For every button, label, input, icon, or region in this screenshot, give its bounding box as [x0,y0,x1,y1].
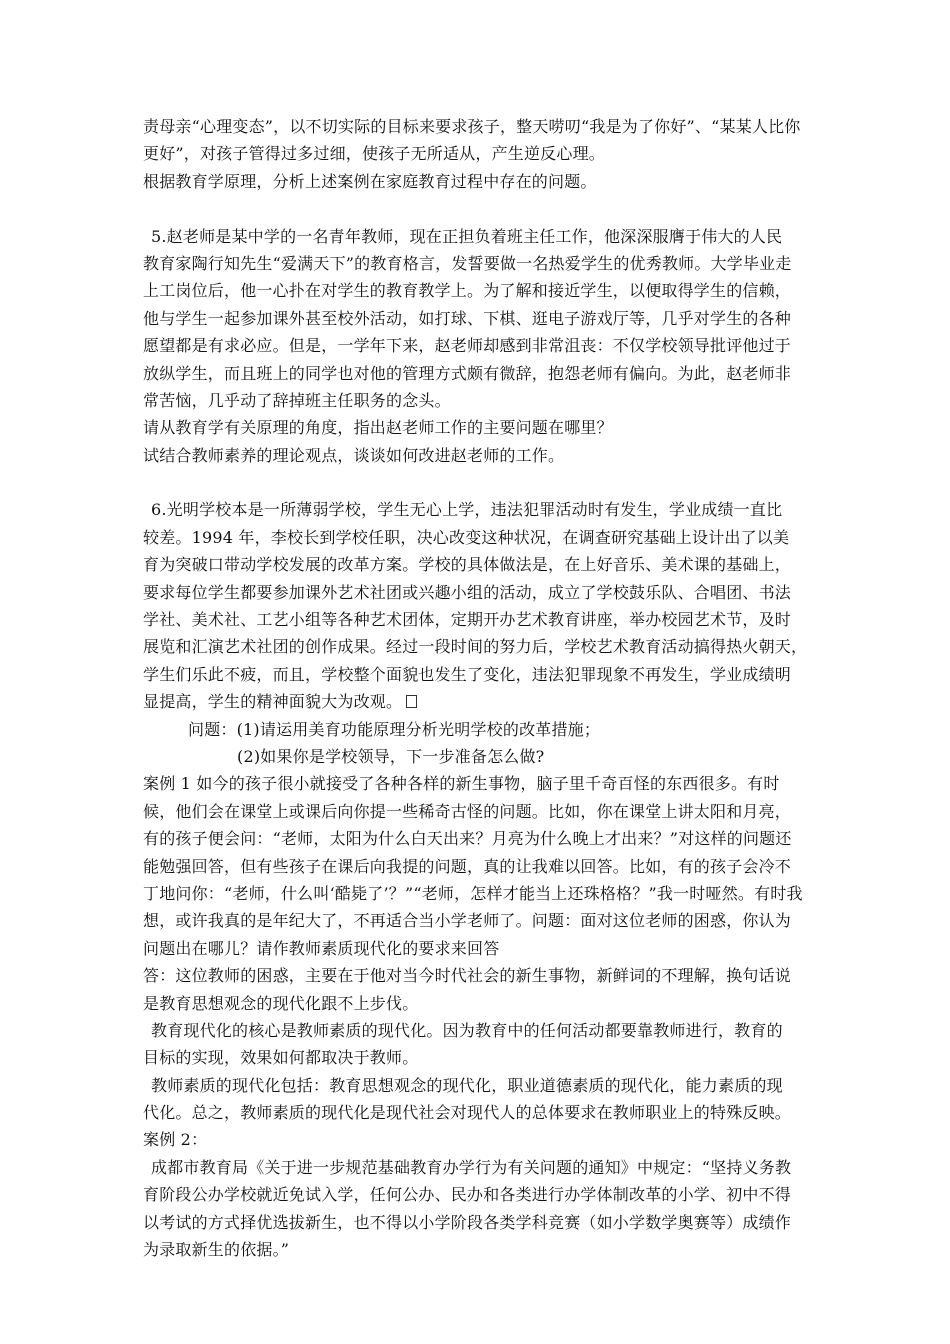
case4-text-line: 责母亲“心理变态”，以不切实际的目标来要求孩子，整天唠叨“我是为了你好”、“某某人比你 [143,117,801,136]
case6-text-end: 显提高，学生的精神面貌大为改观。 [143,692,403,712]
case5-text-line: 放纵学生，而且班上的同学也对他的管理方式颇有微辞，抱怨老师有偏向。为此，赵老师非 [143,363,792,383]
case6-text-line: 6.光明学校本是一所薄弱学校，学生无心上学，违法犯罪活动时有发生，学业成绩一直比 [151,500,783,520]
case6-question: 问题：(1)请运用美育功能原理分析光明学校的改革措施； [188,719,601,739]
case5-text-line: 5.赵老师是某中学的一名青年教师，现在正担负着班主任工作，他深深服膺于伟大的人民 [151,226,783,246]
case6-text-line: 较差。1994 年，李校长到学校任职，决心改变这种状况，在调查研究基础上设计出了以美 [143,527,790,547]
case1-answer-line: 教师素质的现代化包括：教育思想观念的现代化，职业道德素质的现代化，能力素质的现 [151,1075,783,1095]
case6-question: (2)如果你是学校领导，下一步准备怎么做? [237,746,545,766]
case1-answer-line: 答：这位教师的困惑，主要在于他对当今时代社会的新生事物，新鲜词的不理解，换句话说 [143,966,792,986]
missing-glyph-box-icon [406,695,417,708]
case1-text-line: 问题出在哪儿？请作教师素质现代化的要求来回答 [143,938,500,958]
case4-text-line: 更好”，对孩子管得过多过细，使孩子无所适从，产生逆反心理。 [143,144,605,164]
case1-answer-line: 目标的实现，效果如何都取决于教师。 [143,1048,419,1068]
case1-text-line: 想，或许我真的是年纪大了，不再适合当小学老师了。问题：面对这位老师的困惑，你认为 [143,911,792,931]
case1-text-line: 案例 1 如今的孩子很小就接受了各种各样的新生事物，脑子里千奇百怪的东西很多。有时 [143,774,780,794]
case1-answer-line: 是教育思想观念的现代化跟不上步伐。 [143,993,419,1013]
case1-text-line: 能勉强回答，但有些孩子在课后向我提的问题，真的让我难以回答。比如，有的孩子会冷不 [143,856,792,876]
case1-text-line: 丁地问你：“老师，什么叫‘酷毙了’？”“老师，怎样才能当上还珠格格？”我一时哑然。有时我 [143,883,803,903]
case6-text-line: 育为突破口带动学校发展的改革方案。学校的具体做法是，在上好音乐、美术课的基础上， [143,555,792,575]
case6-text-line: 学社、美术社、工艺小组等各种艺术团体，定期开办艺术教育讲座，举办校园艺术节，及时 [143,610,792,630]
case5-question: 试结合教师素养的理论观点，谈谈如何改进赵老师的工作。 [143,445,565,465]
case6-text-line: 学生们乐此不疲，而且，学校整个面貌也发生了变化，违法犯罪现象不再发生，学业成绩明 [143,664,792,684]
case2-text-line: 育阶段公办学校就近免试入学，任何公办、民办和各类进行办学体制改革的小学、初中不得 [143,1185,792,1205]
case2-heading: 案例 2： [143,1130,208,1150]
case5-text-line: 他与学生一起参加课外甚至校外活动，如打球、下棋、逛电子游戏厅等，几乎对学生的各种 [143,308,792,328]
case5-text-line: 上工岗位后，他一心扑在对学生的教育教学上。为了解和接近学生，以便取得学生的信赖， [143,281,792,301]
case1-answer-line: 代化。总之，教师素质的现代化是现代社会对现代人的总体要求在教师职业上的特殊反映。 [143,1103,792,1123]
case1-answer-line: 教育现代化的核心是教师素质的现代化。因为教育中的任何活动都要靠教师进行，教育的 [151,1020,783,1040]
case5-text-line: 常苦恼，几乎动了辞掉班主任职务的念头。 [143,390,451,410]
case5-text-line: 愿望都是有求必应。但是，一学年下来，赵老师却感到非常沮丧：不仅学校领导批评他过于 [143,336,792,356]
paragraph-gap [143,469,808,496]
case6-text-line: 展览和汇演艺术社团的创作成果。经过一段时间的努力后，学校艺术教育活动搞得热火朝天， [143,637,808,657]
case1-text-line: 有的孩子便会问：“老师，太阳为什么白天出来？月亮为什么晚上才出来？”对这样的问题还 [143,829,792,849]
case5-text-line: 教育家陶行知先生“爱满天下”的教育格言，发誓要做一名热爱学生的优秀教师。大学毕业走 [143,253,792,273]
case6-text-line: 要求每位学生都要参加课外艺术社团或兴趣小组的活动，成立了学校鼓乐队、合唱团、书法 [143,582,792,602]
case2-text-line: 以考试的方式择优选拔新生，也不得以小学阶段各类学科竞赛（如小学数学奥赛等）成绩作 [143,1212,792,1232]
case4-question: 根据教育学原理，分析上述案例在家庭教育过程中存在的问题。 [143,171,597,191]
case2-text-line: 成都市教育局《关于进一步规范基础教育办学行为有关问题的通知》中规定：“坚持义务教 [151,1157,792,1177]
case2-text-line: 为录取新生的依据。” [143,1240,290,1260]
case1-text-line: 候，他们会在课堂上或课后向你提一些稀奇古怪的问题。比如，你在课堂上讲太阳和月亮， [143,801,792,821]
paragraph-gap [143,195,808,222]
case5-question: 请从教育学有关原理的角度，指出赵老师工作的主要问题在哪里？ [143,418,613,438]
document-body [143,113,808,1263]
case6-text-line [143,688,808,715]
